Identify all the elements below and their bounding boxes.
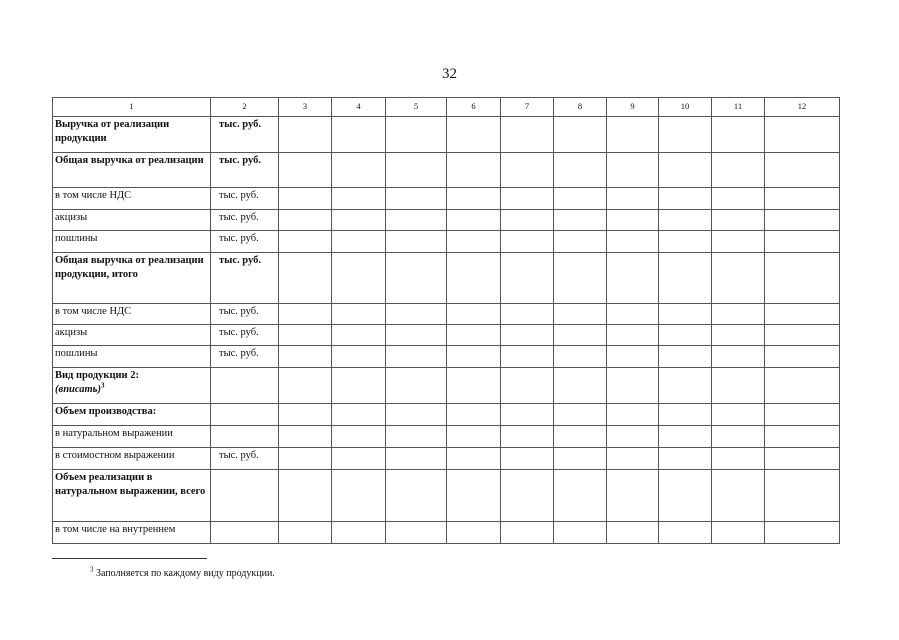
empty-cell	[712, 188, 765, 210]
empty-cell	[765, 522, 840, 544]
empty-cell	[447, 117, 501, 153]
column-number: 2	[211, 98, 279, 117]
row-unit	[211, 426, 279, 448]
row-unit: тыс. руб.	[211, 346, 279, 368]
empty-cell	[712, 522, 765, 544]
empty-cell	[607, 153, 659, 188]
empty-cell	[332, 404, 386, 426]
footnote	[90, 565, 275, 579]
empty-cell	[501, 346, 554, 368]
empty-cell	[765, 368, 840, 404]
empty-cell	[554, 404, 607, 426]
empty-cell	[501, 231, 554, 253]
empty-cell	[607, 117, 659, 153]
empty-cell	[712, 117, 765, 153]
empty-cell	[659, 426, 712, 448]
empty-cell	[607, 448, 659, 470]
empty-cell	[554, 346, 607, 368]
empty-cell	[332, 304, 386, 325]
footnote-text: Заполняется по каждому виду продукции.	[96, 568, 275, 579]
empty-cell	[659, 210, 712, 231]
table-row	[53, 448, 840, 470]
empty-cell	[501, 304, 554, 325]
empty-cell	[659, 304, 712, 325]
empty-cell	[386, 304, 447, 325]
empty-cell	[279, 253, 332, 304]
row-label-text: Общая выручка от реализации	[55, 155, 204, 166]
column-number: 6	[447, 98, 501, 117]
empty-cell	[386, 253, 447, 304]
empty-cell	[765, 448, 840, 470]
empty-cell	[712, 346, 765, 368]
empty-cell	[279, 117, 332, 153]
empty-cell	[712, 153, 765, 188]
empty-cell	[332, 368, 386, 404]
empty-cell	[554, 448, 607, 470]
empty-cell	[386, 325, 447, 346]
row-label	[53, 325, 211, 346]
table-row	[53, 153, 840, 188]
empty-cell	[447, 325, 501, 346]
row-label	[53, 153, 211, 188]
row-unit: тыс. руб.	[211, 210, 279, 231]
empty-cell	[447, 426, 501, 448]
row-label	[53, 368, 211, 404]
empty-cell	[659, 153, 712, 188]
row-unit	[211, 368, 279, 404]
row-unit	[211, 404, 279, 426]
empty-cell	[659, 470, 712, 522]
empty-cell	[712, 426, 765, 448]
empty-cell	[447, 448, 501, 470]
empty-cell	[386, 117, 447, 153]
table-row	[53, 470, 840, 522]
empty-cell	[712, 368, 765, 404]
empty-cell	[332, 253, 386, 304]
empty-cell	[554, 368, 607, 404]
empty-cell	[332, 426, 386, 448]
footnote-rule	[52, 558, 207, 559]
empty-cell	[501, 325, 554, 346]
column-number: 9	[607, 98, 659, 117]
empty-cell	[501, 426, 554, 448]
row-label-text: Вид продукции 2:	[55, 370, 139, 381]
table-row	[53, 231, 840, 253]
empty-cell	[712, 231, 765, 253]
empty-cell	[554, 253, 607, 304]
empty-cell	[447, 153, 501, 188]
table-row	[53, 426, 840, 448]
empty-cell	[279, 522, 332, 544]
empty-cell	[554, 325, 607, 346]
empty-cell	[765, 231, 840, 253]
row-label	[53, 470, 211, 522]
empty-cell	[554, 426, 607, 448]
empty-cell	[712, 404, 765, 426]
empty-cell	[607, 210, 659, 231]
empty-cell	[607, 253, 659, 304]
empty-cell	[332, 153, 386, 188]
empty-cell	[332, 325, 386, 346]
empty-cell	[279, 448, 332, 470]
empty-cell	[332, 188, 386, 210]
empty-cell	[765, 304, 840, 325]
empty-cell	[386, 470, 447, 522]
empty-cell	[712, 325, 765, 346]
empty-cell	[332, 210, 386, 231]
column-number: 10	[659, 98, 712, 117]
empty-cell	[712, 470, 765, 522]
row-label-text: пошлины	[55, 233, 98, 244]
row-label	[53, 426, 211, 448]
empty-cell	[607, 470, 659, 522]
empty-cell	[554, 117, 607, 153]
empty-cell	[332, 117, 386, 153]
row-label	[53, 210, 211, 231]
row-unit	[211, 522, 279, 544]
column-number: 1	[53, 98, 211, 117]
empty-cell	[332, 346, 386, 368]
row-unit: тыс. руб.	[211, 304, 279, 325]
row-label-text: в том числе НДС	[55, 190, 132, 201]
empty-cell	[554, 231, 607, 253]
row-label	[53, 404, 211, 426]
row-label-text: в стоимостном выражении	[55, 450, 175, 461]
table-row	[53, 188, 840, 210]
row-unit: тыс. руб.	[211, 231, 279, 253]
empty-cell	[501, 188, 554, 210]
empty-cell	[659, 346, 712, 368]
table-row	[53, 522, 840, 544]
empty-cell	[765, 117, 840, 153]
row-label	[53, 253, 211, 304]
empty-cell	[554, 304, 607, 325]
empty-cell	[332, 470, 386, 522]
empty-cell	[607, 404, 659, 426]
empty-cell	[607, 426, 659, 448]
empty-cell	[765, 404, 840, 426]
row-label	[53, 117, 211, 153]
empty-cell	[501, 448, 554, 470]
empty-cell	[659, 325, 712, 346]
empty-cell	[279, 210, 332, 231]
empty-cell	[765, 188, 840, 210]
column-number: 8	[554, 98, 607, 117]
empty-cell	[554, 470, 607, 522]
column-number: 5	[386, 98, 447, 117]
row-label-text: в натуральном выражении	[55, 428, 173, 439]
row-label-text: пошлины	[55, 348, 98, 359]
row-label	[53, 188, 211, 210]
row-label-text: акцизы	[55, 212, 88, 223]
empty-cell	[712, 253, 765, 304]
row-label-text: в том числе НДС	[55, 306, 132, 317]
empty-cell	[279, 368, 332, 404]
row-label-text: Объем реализации в натуральном выражении, всего	[55, 472, 206, 497]
empty-cell	[386, 448, 447, 470]
row-unit: тыс. руб.	[211, 117, 279, 153]
empty-cell	[386, 426, 447, 448]
empty-cell	[765, 325, 840, 346]
empty-cell	[386, 153, 447, 188]
empty-cell	[447, 522, 501, 544]
empty-cell	[607, 188, 659, 210]
table-row	[53, 346, 840, 368]
empty-cell	[554, 188, 607, 210]
empty-cell	[386, 346, 447, 368]
column-number: 3	[279, 98, 332, 117]
empty-cell	[447, 253, 501, 304]
empty-cell	[765, 426, 840, 448]
table-header-row	[53, 98, 840, 117]
empty-cell	[765, 153, 840, 188]
row-label-text: Общая выручка от реализации продукции, итого	[55, 255, 204, 280]
empty-cell	[607, 346, 659, 368]
empty-cell	[279, 346, 332, 368]
empty-cell	[765, 346, 840, 368]
footnote-ref: 3	[100, 381, 105, 390]
empty-cell	[447, 368, 501, 404]
empty-cell	[386, 231, 447, 253]
empty-cell	[386, 210, 447, 231]
empty-cell	[447, 346, 501, 368]
row-unit: тыс. руб.	[211, 325, 279, 346]
empty-cell	[659, 253, 712, 304]
empty-cell	[386, 404, 447, 426]
row-unit: тыс. руб.	[211, 448, 279, 470]
empty-cell	[659, 368, 712, 404]
empty-cell	[712, 448, 765, 470]
empty-cell	[279, 325, 332, 346]
empty-cell	[386, 188, 447, 210]
column-number: 7	[501, 98, 554, 117]
empty-cell	[607, 304, 659, 325]
empty-cell	[279, 231, 332, 253]
row-label	[53, 304, 211, 325]
empty-cell	[765, 470, 840, 522]
column-number: 12	[765, 98, 840, 117]
row-label	[53, 522, 211, 544]
table-row	[53, 404, 840, 426]
table-row	[53, 210, 840, 231]
empty-cell	[447, 404, 501, 426]
empty-cell	[501, 522, 554, 544]
empty-cell	[501, 253, 554, 304]
empty-cell	[501, 368, 554, 404]
empty-cell	[607, 522, 659, 544]
empty-cell	[279, 404, 332, 426]
empty-cell	[554, 210, 607, 231]
row-label-text: Выручка от реализации продукции	[55, 119, 170, 144]
row-label	[53, 231, 211, 253]
page-number: 32	[442, 66, 457, 82]
empty-cell	[279, 470, 332, 522]
empty-cell	[386, 368, 447, 404]
row-unit: тыс. руб.	[211, 253, 279, 304]
empty-cell	[554, 522, 607, 544]
row-note: (вписать)	[55, 384, 101, 395]
column-number: 11	[712, 98, 765, 117]
empty-cell	[765, 210, 840, 231]
empty-cell	[279, 188, 332, 210]
empty-cell	[501, 210, 554, 231]
footnote-marker: 3	[90, 565, 94, 574]
row-label-text: акцизы	[55, 327, 88, 338]
table-row	[53, 368, 840, 404]
table-row	[53, 117, 840, 153]
empty-cell	[447, 231, 501, 253]
empty-cell	[332, 231, 386, 253]
empty-cell	[501, 404, 554, 426]
empty-cell	[712, 304, 765, 325]
empty-cell	[659, 231, 712, 253]
empty-cell	[607, 325, 659, 346]
row-label-text: Объем производства:	[55, 406, 157, 417]
empty-cell	[765, 253, 840, 304]
row-unit: тыс. руб.	[211, 188, 279, 210]
row-label-text: в том числе на внутреннем	[55, 524, 176, 535]
empty-cell	[659, 404, 712, 426]
empty-cell	[279, 426, 332, 448]
empty-cell	[659, 522, 712, 544]
empty-cell	[607, 368, 659, 404]
report-table	[52, 97, 840, 544]
empty-cell	[554, 153, 607, 188]
empty-cell	[332, 448, 386, 470]
empty-cell	[279, 153, 332, 188]
row-unit	[211, 470, 279, 522]
empty-cell	[447, 210, 501, 231]
row-unit: тыс. руб.	[211, 153, 279, 188]
row-label	[53, 448, 211, 470]
empty-cell	[501, 117, 554, 153]
empty-cell	[447, 304, 501, 325]
empty-cell	[607, 231, 659, 253]
empty-cell	[447, 188, 501, 210]
column-number: 4	[332, 98, 386, 117]
empty-cell	[332, 522, 386, 544]
empty-cell	[659, 117, 712, 153]
empty-cell	[386, 522, 447, 544]
empty-cell	[447, 470, 501, 522]
table-row	[53, 325, 840, 346]
empty-cell	[501, 470, 554, 522]
empty-cell	[659, 448, 712, 470]
empty-cell	[659, 188, 712, 210]
table-row	[53, 304, 840, 325]
empty-cell	[712, 210, 765, 231]
empty-cell	[279, 304, 332, 325]
table-row	[53, 253, 840, 304]
empty-cell	[501, 153, 554, 188]
row-label	[53, 346, 211, 368]
